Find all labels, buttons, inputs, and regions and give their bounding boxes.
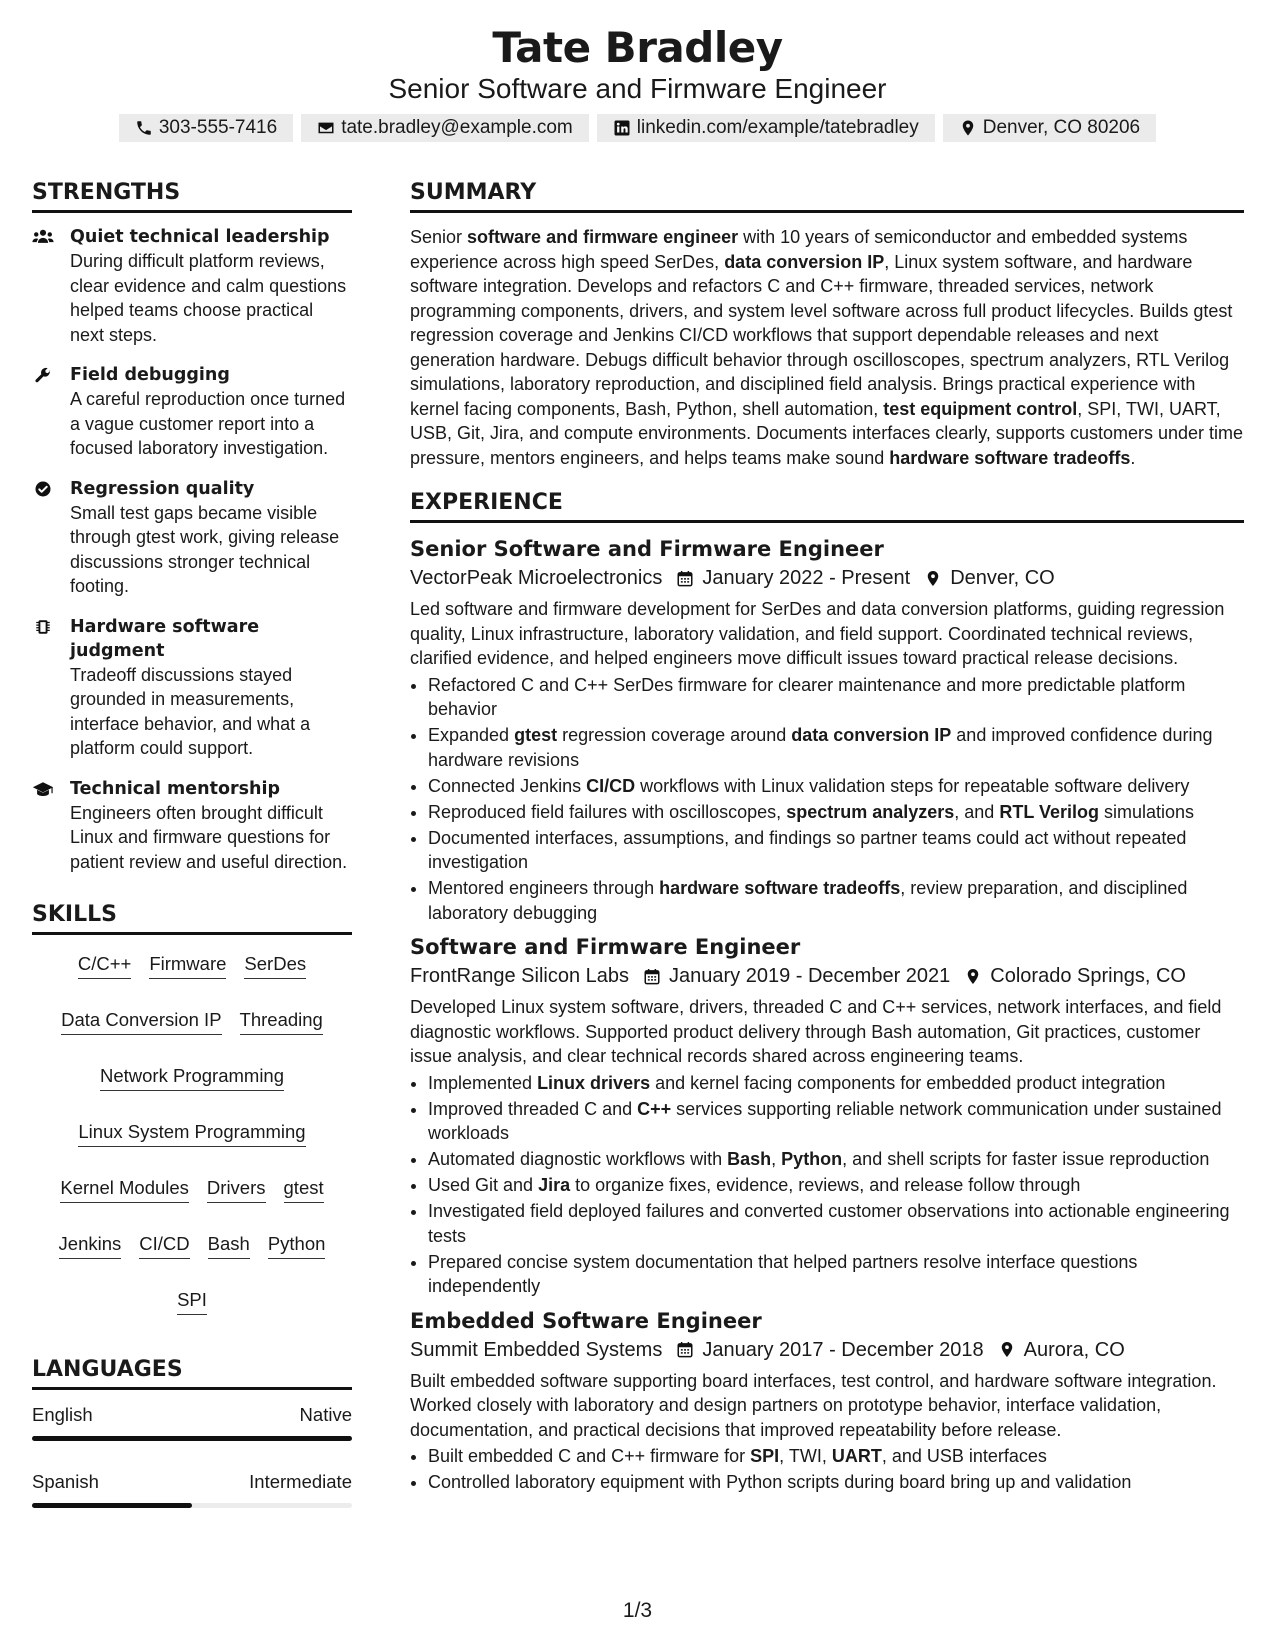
job-company: Summit Embedded Systems	[410, 1338, 663, 1361]
skill-tag: Network Programming	[100, 1063, 284, 1091]
job-location: Denver, CO	[950, 567, 1055, 589]
strength-title: Hardware software judgment	[70, 616, 260, 661]
strength-desc: During difficult platform reviews, clear evidence and calm questions helped teams choose practical next steps.	[70, 251, 347, 345]
envelope-icon	[317, 119, 335, 137]
job-bullet: • Automated diagnostic workflows with Bash, Python, and shell scripts for faster issue reproduction	[428, 1147, 1244, 1172]
strength-body	[70, 477, 352, 599]
language-proficiency-bar	[32, 1503, 352, 1508]
location-pin-icon	[984, 1340, 1024, 1359]
candidate-name: Tate Bradley	[492, 23, 783, 72]
job-entry	[410, 1307, 1244, 1495]
strength-body	[70, 615, 352, 761]
job-bullet: • Improved threaded C and C++ services supporting reliable network communication under sustained workloads	[428, 1097, 1244, 1146]
job-title: Software and Firmware Engineer	[410, 935, 801, 959]
contact-bar	[0, 114, 1275, 142]
job-bullets	[410, 1071, 1244, 1299]
skills-list	[32, 947, 352, 1315]
language-row	[32, 1402, 352, 1428]
language-level: Native	[299, 1404, 352, 1425]
skill-tag: Drivers	[207, 1175, 266, 1203]
skill-tag: Kernel Modules	[60, 1175, 189, 1203]
skill-tag: Bash	[208, 1231, 250, 1259]
job-title: Embedded Software Engineer	[410, 1308, 762, 1333]
contact-chip[interactable]	[943, 114, 1156, 142]
location-pin-icon	[959, 119, 977, 137]
job-bullet: • Used Git and Jira to organize fixes, evidence, reviews, and release follow through	[428, 1173, 1244, 1198]
calendar-icon	[662, 569, 702, 588]
skill-tag: SerDes	[244, 951, 306, 979]
languages-list	[32, 1402, 352, 1508]
job-dates: January 2022 - Present	[702, 567, 911, 589]
language-level: Intermediate	[249, 1471, 352, 1492]
language-row	[32, 1469, 352, 1495]
job-bullet: • Reproduced field failures with oscilloscopes, spectrum analyzers, and RTL Verilog simulations	[428, 800, 1244, 825]
skill-tag: Jenkins	[59, 1231, 122, 1259]
strength-item	[32, 777, 352, 875]
strength-desc: Tradeoff discussions stayed grounded in measurements, interface behavior, and what a platform could support.	[70, 664, 311, 758]
job-bullet: • Controlled laboratory equipment with Python scripts during board bring up and validation	[428, 1470, 1244, 1495]
strength-item	[32, 477, 352, 599]
strength-item	[32, 615, 352, 761]
contact-text[interactable]: linkedin.com/example/tatebradley	[636, 117, 919, 138]
strength-desc: Engineers often brought difficult Linux and firmware questions for patient review and useful direction.	[70, 802, 348, 872]
job-entry	[410, 933, 1244, 1299]
job-bullet: • Implemented Linux drivers and kernel facing components for embedded product integration	[428, 1071, 1244, 1096]
strength-desc: A careful reproduction once turned a vague customer report into a focused laboratory investigation.	[70, 389, 346, 458]
language-name: Spanish	[32, 1471, 99, 1492]
contact-text[interactable]: tate.bradley@example.com	[341, 117, 573, 138]
linkedin-icon	[613, 119, 631, 137]
job-description: Built embedded software supporting board interfaces, test control, and hardware software integration. Worked closely with laboratory and design partners on prototype behavior, interface validation, documentation, and practical decisions that improved repeatability before release.	[410, 1370, 1217, 1440]
strength-body	[70, 225, 352, 347]
candidate-role: Senior Software and Firmware Engineer	[388, 73, 887, 104]
contact-chip[interactable]	[301, 114, 589, 142]
skills-heading: SKILLS	[32, 900, 352, 935]
job-bullets	[410, 1444, 1244, 1495]
job-description: Developed Linux system software, drivers, threaded C and C++ services, network interfaces, and field diagnostic workflows. Supported product delivery through Bash automation, Git practices, customer issue analysis, and clear technical records shared across engineering teams.	[410, 997, 1222, 1066]
languages-heading: LANGUAGES	[32, 1355, 352, 1390]
skill-tag: CI/CD	[139, 1231, 189, 1259]
job-company: VectorPeak Microelectronics	[410, 567, 663, 589]
job-meta	[410, 961, 1244, 991]
calendar-icon	[662, 1340, 702, 1359]
job-title: Senior Software and Firmware Engineer	[410, 537, 884, 561]
language-proficiency-bar	[32, 1436, 352, 1441]
left-column	[32, 178, 352, 1536]
job-bullet: • Documented interfaces, assumptions, and findings so partner teams could act without repeated investigation	[428, 826, 1244, 875]
job-dates: January 2019 - December 2021	[669, 965, 951, 987]
skill-tag: Firmware	[149, 951, 226, 979]
job-bullet: • Refactored C and C++ SerDes firmware for clearer maintenance and more predictable platform behavior	[428, 673, 1244, 722]
job-dates: January 2017 - December 2018	[702, 1338, 984, 1361]
right-column	[410, 178, 1244, 1503]
calendar-icon	[629, 967, 669, 986]
strength-body	[70, 777, 352, 875]
strength-title: Technical mentorship	[70, 778, 281, 799]
chip-icon	[32, 615, 56, 761]
skill-tag: gtest	[284, 1175, 324, 1203]
skill-tag: C/C++	[78, 951, 131, 979]
contact-text[interactable]: 303-555-7416	[158, 117, 278, 138]
job-bullet: • Investigated field deployed failures and converted customer observations into actionable engineering tests	[428, 1199, 1244, 1248]
job-entry	[410, 535, 1244, 925]
location-pin-icon	[910, 569, 950, 588]
strength-title: Regression quality	[70, 478, 255, 499]
language-name: English	[32, 1404, 93, 1425]
strength-item	[32, 363, 352, 461]
summary-heading: SUMMARY	[410, 178, 1244, 213]
contact-chip[interactable]	[597, 114, 935, 142]
check-circle-icon	[32, 477, 56, 599]
skill-tag: Python	[268, 1231, 326, 1259]
job-company: FrontRange Silicon Labs	[410, 965, 630, 987]
job-bullet: • Expanded gtest regression coverage around data conversion IP and improved confidence during hardware revisions	[428, 723, 1244, 772]
language-proficiency-fill	[32, 1436, 352, 1441]
strengths-list	[32, 225, 352, 874]
wrench-icon	[32, 363, 56, 461]
job-meta	[410, 563, 1244, 593]
users-icon	[32, 225, 56, 347]
strength-title: Field debugging	[70, 365, 230, 385]
skill-tag: SPI	[177, 1287, 207, 1315]
graduation-cap-icon	[32, 777, 56, 875]
job-location: Aurora, CO	[1023, 1338, 1125, 1361]
strengths-heading: STRENGTHS	[32, 178, 352, 213]
page-number: 1/3	[622, 1599, 653, 1622]
job-meta	[410, 1335, 1244, 1365]
summary-text: Senior software and firmware engineer with 10 years of semiconductor and embedded systems experience across high speed SerDes, data conversion IP, Linux system software, and hardware software integration. Develops and refactors C and C++ firmware, threaded services, network programming components, drivers, and system level software across full product lifecycles. Builds gtest regression coverage and Jenkins CI/CD workflows that support dependable releases and next generation hardware. Debugs difficult behavior through oscilloscopes, spectrum analyzers, RTL Verilog simulations, laboratory reproduction, and disciplined field analysis. Brings practical experience with kernel facing components, Bash, Python, shell automation, test equipment control, SPI, TWI, UART, USB, Git, Jira, and compute environments. Documents interfaces clearly, supports customers under time pressure, mentors engineers, and helps teams make sound hardware software tradeoffs.	[410, 227, 1244, 468]
strength-item	[32, 225, 352, 347]
location-pin-icon	[950, 967, 990, 986]
experience-list	[410, 535, 1244, 1495]
skill-tag: Data Conversion IP	[61, 1007, 221, 1035]
experience-heading: EXPERIENCE	[410, 488, 1244, 523]
job-location: Colorado Springs, CO	[990, 965, 1186, 987]
skill-tag: Linux System Programming	[78, 1119, 305, 1147]
contact-text[interactable]: Denver, CO 80206	[982, 117, 1141, 138]
job-bullet: • Connected Jenkins CI/CD workflows with Linux validation steps for repeatable software delivery	[428, 774, 1244, 799]
strength-title: Quiet technical leadership	[70, 227, 330, 247]
job-bullet: • Mentored engineers through hardware software tradeoffs, review preparation, and disciplined laboratory debugging	[428, 876, 1244, 925]
strength-body	[70, 363, 352, 461]
job-bullet: • Prepared concise system documentation that helped partners resolve interface questions independently	[428, 1250, 1244, 1299]
job-description: Led software and firmware development for SerDes and data conversion platforms, guiding regression quality, Linux infrastructure, laboratory validation, and field support. Coordinated technical reviews, clarified evidence, and helped engineers move difficult issues toward practical release decisions.	[410, 599, 1225, 668]
contact-chip[interactable]	[119, 114, 293, 142]
strength-desc: Small test gaps became visible through gtest work, giving release discussions stronger technical footing.	[70, 502, 340, 596]
phone-icon	[135, 119, 153, 137]
job-bullets	[410, 673, 1244, 926]
job-bullet: • Built embedded C and C++ firmware for SPI, TWI, UART, and USB interfaces	[428, 1444, 1244, 1469]
language-proficiency-fill	[32, 1503, 192, 1508]
skill-tag: Threading	[240, 1007, 323, 1035]
